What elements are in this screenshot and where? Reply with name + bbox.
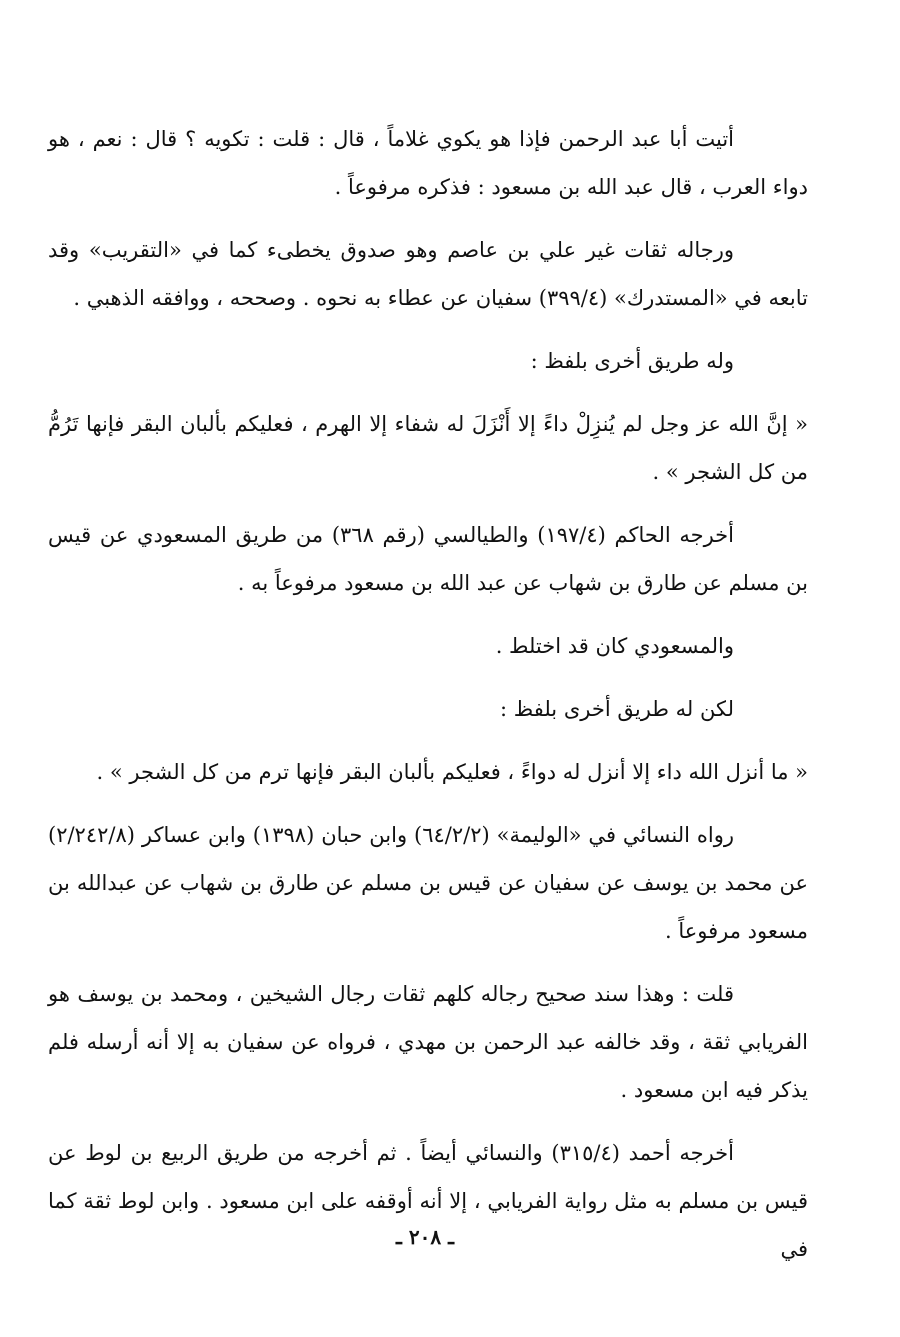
paragraph: أخرجه الحاكم (١٩٧/٤) والطيالسي (رقم ٣٦٨) من طريق المسعودي عن قيس بن مسلم عن طارق بن شهاب عن عبد الله بن مسعود مرفوعاً به . bbox=[48, 523, 808, 595]
page-number: ـ ٢٠٨ ـ bbox=[396, 1225, 454, 1249]
hadith-quote: « إنَّ الله عز وجل لم يُنزِلْ داءً إلا أَنْزَلَ له شفاء إلا الهرم ، فعليكم بألبان البقر فإنها تَرُمُّ من كل الشجر » . bbox=[48, 412, 808, 484]
page-body bbox=[48, 115, 808, 1288]
paragraph: أخرجه أحمد (٣١٥/٤) والنسائي أيضاً . ثم أخرجه من طريق الربيع بن لوط عن قيس بن مسلم به مثل رواية الفريابي ، إلا أنه أوقفه على ابن مسعود . وابن لوط ثقة كما في bbox=[48, 1141, 808, 1261]
paragraph: قلت : وهذا سند صحيح رجاله كلهم ثقات رجال الشيخين ، ومحمد بن يوسف هو الفريابي ثقة ، وقد خالفه عبد الرحمن بن مهدي ، فرواه عن سفيان به إلا أنه أرسله فلم يذكر فيه ابن مسعود . bbox=[48, 982, 808, 1102]
paragraph: لكن له طريق أخرى بلفظ : bbox=[500, 697, 734, 721]
paragraph: والمسعودي كان قد اختلط . bbox=[495, 634, 734, 658]
hadith-quote: « ما أنزل الله داء إلا أنزل له دواءً ، فعليكم بألبان البقر فإنها ترم من كل الشجر » . bbox=[96, 760, 808, 784]
paragraph: ورجاله ثقات غير علي بن عاصم وهو صدوق يخطىء كما في «التقريب» وقد تابعه في «المستدرك» (٣٩٩/٤) سفيان عن عطاء به نحوه . وصححه ، ووافقه الذهبي . bbox=[48, 238, 808, 310]
paragraph: أتيت أبا عبد الرحمن فإذا هو يكوي غلاماً ، قال : قلت : تكويه ؟ قال : نعم ، هو دواء العرب ، قال عبد الله بن مسعود : فذكره مرفوعاً . bbox=[48, 127, 808, 199]
paragraph: وله طريق أخرى بلفظ : bbox=[530, 349, 734, 373]
paragraph: رواه النسائي في «الوليمة» (٦٤/٢/٢) وابن حبان (١٣٩٨) وابن عساكر (٢/٢٤٢/٨) عن محمد بن يوسف عن سفيان عن قيس بن مسلم عن طارق بن شهاب عن عبدالله بن مسعود مرفوعاً . bbox=[48, 823, 808, 943]
